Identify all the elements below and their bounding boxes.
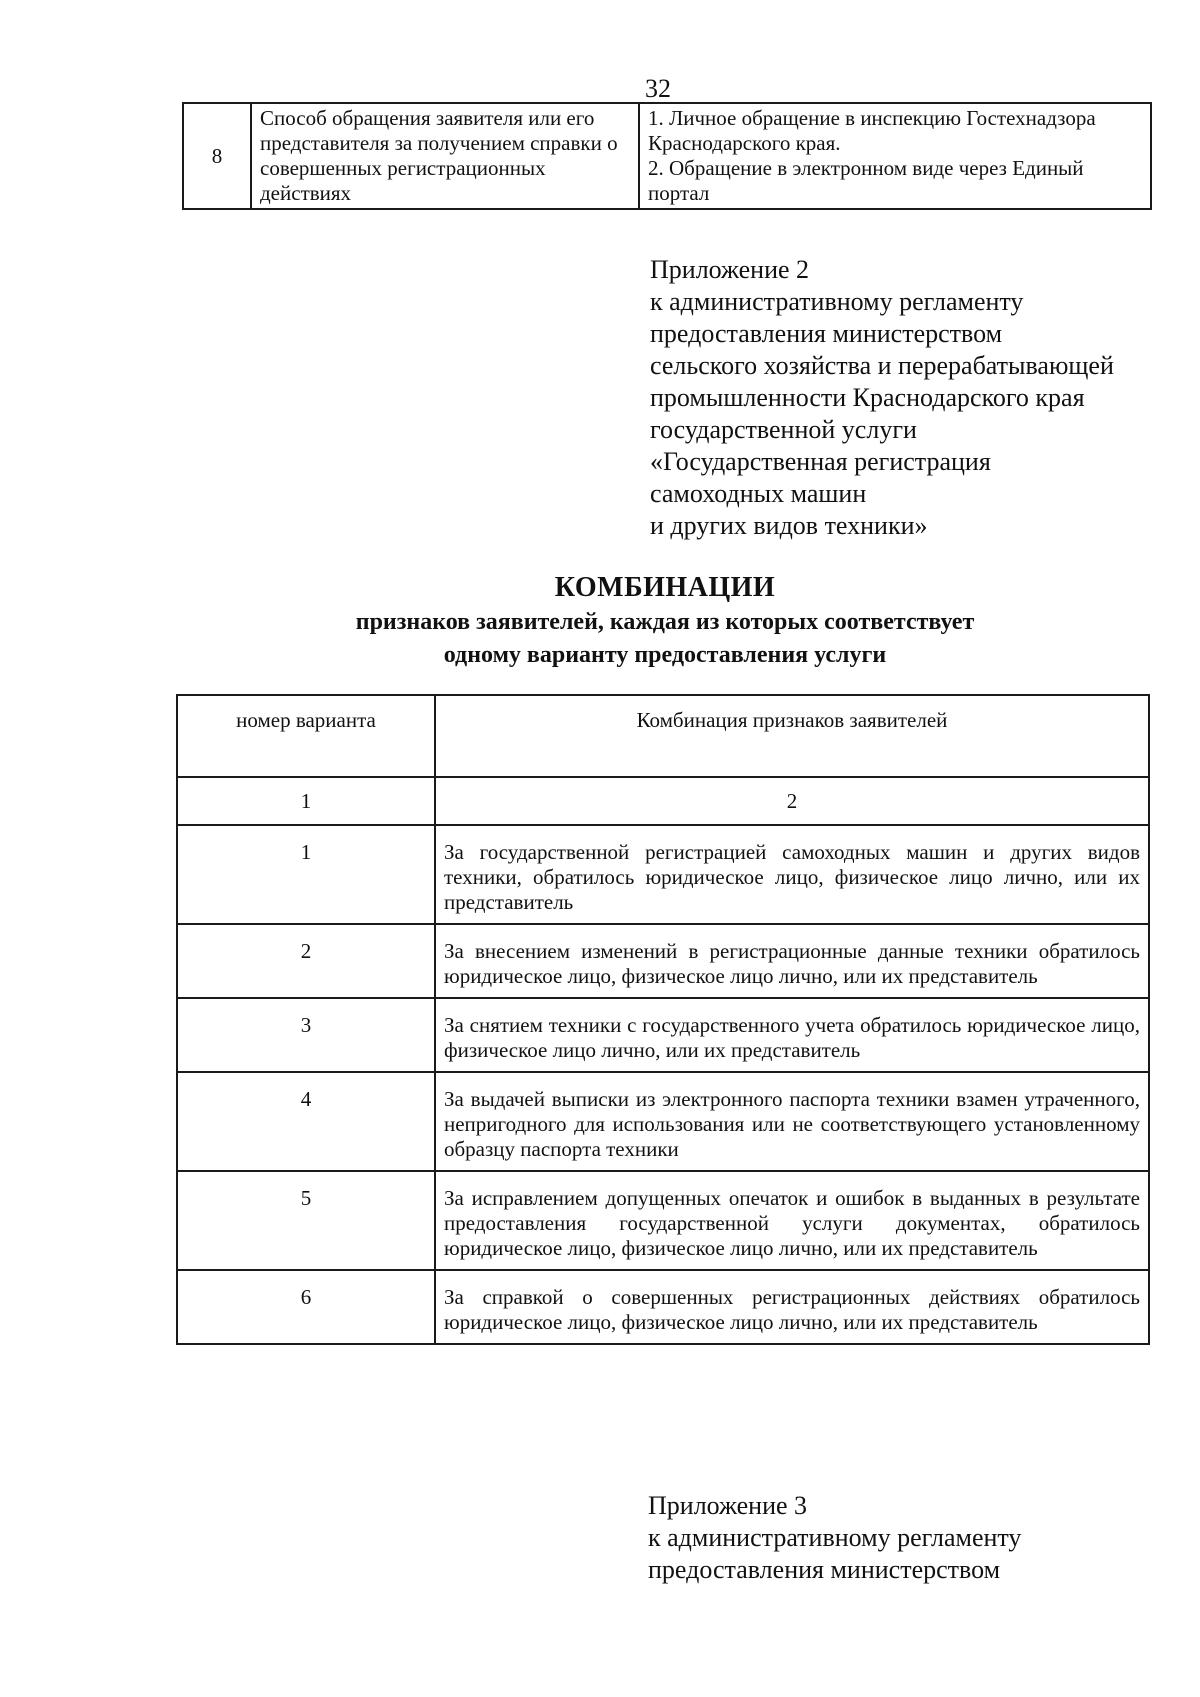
appendix-line: к административному регламенту [650,287,1024,316]
appendix-3-block [648,1490,1021,1586]
variant-description: За справкой о совершенных регистрационных действиях обратилось юридическое лицо, физическое лицо лично, или их представитель [435,1270,1149,1344]
appendix-line: государственной услуги [650,415,917,444]
appendix-line: предоставления министерством [648,1555,1001,1584]
appendix-heading: Приложение 3 [648,1491,808,1520]
table-row [177,1171,1149,1270]
column-number: 2 [435,777,1149,825]
variant-description: За государственной регистрацией самоходных машин и других видов техники, обратилось юридическое лицо, физическое лицо лично, или их представитель [435,825,1149,924]
variant-description: За выдачей выписки из электронного паспорта техники взамен утраченного, непригодного для использования или не соответствующего установленному образцу паспорта техники [435,1072,1149,1171]
row-value [639,103,1151,209]
title-subtitle: признаков заявителей, каждая из которых соответствует [355,609,975,635]
variants-table [176,694,1150,1345]
appendix-2-block [650,254,1114,542]
table-row [183,103,1151,209]
row-label: Способ обращения заявителя или его представителя за получением справки о совершенных регистрационных действиях [251,103,639,209]
column-number-row [177,777,1149,825]
column-number: 1 [177,777,435,825]
variant-description: За внесением изменений в регистрационные данные техники обратилось юридическое лицо, физическое лицо лично, или их представитель [435,924,1149,998]
variant-description: За исправлением допущенных опечаток и ошибок в выданных в результате предоставления государственной услуги документах, обратилось юридическое лицо, физическое лицо лично, или их представитель [435,1171,1149,1270]
header-combination: Комбинация признаков заявителей [435,695,1149,777]
variant-number: 3 [177,998,435,1072]
title-main: КОМБИНАЦИИ [554,572,776,603]
variant-number: 1 [177,825,435,924]
appendix-line: самоходных машин [650,479,867,508]
appendix-line: промышленности Краснодарского края [650,383,1085,412]
table-header-row [177,695,1149,777]
table-row [177,825,1149,924]
appendix-line: к административному регламенту [648,1523,1022,1552]
row-value-line: 1. Личное обращение в инспекцию Гостехнадзора Краснодарского края. [648,106,1096,155]
appendix-line: и других видов техники» [650,511,928,540]
table-row [177,1072,1149,1171]
row-value-line: 2. Обращение в электронном виде через Единый портал [648,156,1084,205]
row-number: 8 [183,103,251,209]
variant-number: 5 [177,1171,435,1270]
appendix-line: предоставления министерством [650,319,1003,348]
variant-description: За снятием техники с государственного учета обратилось юридическое лицо, физическое лицо лично, или их представитель [435,998,1149,1072]
variant-number: 2 [177,924,435,998]
header-variant-number: номер варианта [177,695,435,777]
table-row [177,1270,1149,1344]
document-title [0,570,1200,672]
appendix-line: «Государственная регистрация [650,447,991,476]
variant-number: 4 [177,1072,435,1171]
title-subtitle: одному варианту предоставления услуги [443,642,887,668]
variant-number: 6 [177,1270,435,1344]
table-row [177,924,1149,998]
page-number: 32 [645,74,671,103]
continuation-table [182,102,1152,210]
table-row [177,998,1149,1072]
appendix-line: сельского хозяйства и перерабатывающей [650,351,1114,380]
appendix-heading: Приложение 2 [650,255,810,284]
